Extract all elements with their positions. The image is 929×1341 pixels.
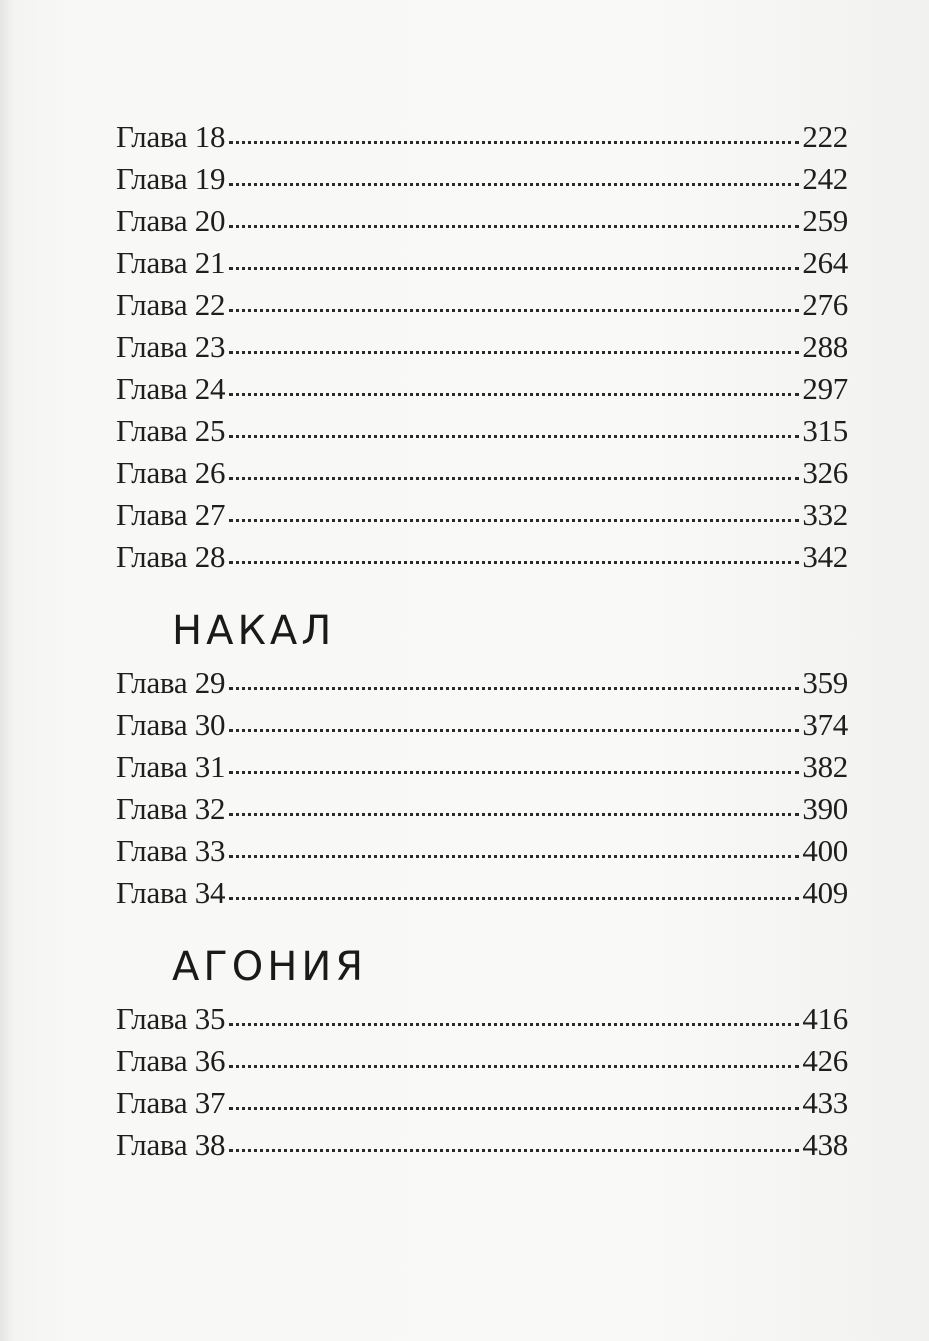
page-number: 326 bbox=[802, 455, 848, 490]
chapter-label: Глава 35 bbox=[116, 1001, 226, 1036]
dot-leader bbox=[229, 771, 799, 774]
page-number: 242 bbox=[802, 161, 848, 196]
chapter-label: Глава 29 bbox=[116, 665, 226, 700]
chapter-label: Глава 34 bbox=[116, 875, 226, 910]
dot-leader bbox=[229, 477, 799, 480]
dot-leader bbox=[229, 1023, 799, 1026]
dot-leader bbox=[229, 897, 799, 900]
toc-entry bbox=[116, 242, 848, 284]
chapter-label: Глава 24 bbox=[116, 371, 226, 406]
chapter-label: Глава 37 bbox=[116, 1085, 226, 1120]
dot-leader bbox=[229, 855, 799, 858]
toc-entry bbox=[116, 1124, 848, 1166]
page-number: 374 bbox=[802, 707, 848, 742]
page-number: 342 bbox=[802, 539, 848, 574]
toc-group bbox=[116, 998, 848, 1166]
toc-entry bbox=[116, 284, 848, 326]
chapter-label: Глава 21 bbox=[116, 245, 226, 280]
dot-leader bbox=[229, 141, 799, 144]
page-number: 433 bbox=[802, 1085, 848, 1120]
chapter-label: Глава 36 bbox=[116, 1043, 226, 1078]
section-heading: НАКАЛ bbox=[172, 608, 336, 654]
toc-entry bbox=[116, 1082, 848, 1124]
page-number: 438 bbox=[802, 1127, 848, 1162]
chapter-label: Глава 18 bbox=[116, 119, 226, 154]
dot-leader bbox=[229, 813, 799, 816]
chapter-label: Глава 22 bbox=[116, 287, 226, 322]
table-of-contents bbox=[116, 116, 848, 1166]
toc-entry bbox=[116, 368, 848, 410]
dot-leader bbox=[229, 1149, 799, 1152]
toc-group bbox=[116, 116, 848, 578]
page-number: 426 bbox=[802, 1043, 848, 1078]
chapter-label: Глава 32 bbox=[116, 791, 226, 826]
page-gutter-shadow bbox=[0, 0, 14, 1341]
chapter-label: Глава 38 bbox=[116, 1127, 226, 1162]
dot-leader bbox=[229, 435, 799, 438]
toc-entry bbox=[116, 746, 848, 788]
toc-entry bbox=[116, 494, 848, 536]
chapter-label: Глава 27 bbox=[116, 497, 226, 532]
dot-leader bbox=[229, 393, 799, 396]
chapter-label: Глава 20 bbox=[116, 203, 226, 238]
chapter-label: Глава 30 bbox=[116, 707, 226, 742]
toc-entry bbox=[116, 116, 848, 158]
dot-leader bbox=[229, 183, 799, 186]
toc-entry bbox=[116, 788, 848, 830]
chapter-label: Глава 33 bbox=[116, 833, 226, 868]
page-number: 288 bbox=[802, 329, 848, 364]
page-number: 297 bbox=[802, 371, 848, 406]
page-number: 259 bbox=[802, 203, 848, 238]
page-number: 264 bbox=[802, 245, 848, 280]
page-number: 359 bbox=[802, 665, 848, 700]
dot-leader bbox=[229, 1107, 799, 1110]
page-number: 400 bbox=[802, 833, 848, 868]
page-number: 276 bbox=[802, 287, 848, 322]
dot-leader bbox=[229, 351, 799, 354]
toc-group bbox=[116, 662, 848, 914]
toc-entry bbox=[116, 872, 848, 914]
dot-leader bbox=[229, 519, 799, 522]
chapter-label: Глава 19 bbox=[116, 161, 226, 196]
dot-leader bbox=[229, 729, 799, 732]
toc-entry bbox=[116, 410, 848, 452]
toc-entry bbox=[116, 326, 848, 368]
toc-entry bbox=[116, 704, 848, 746]
toc-entry bbox=[116, 158, 848, 200]
page-number: 222 bbox=[802, 119, 848, 154]
toc-entry bbox=[116, 452, 848, 494]
chapter-label: Глава 25 bbox=[116, 413, 226, 448]
toc-entry bbox=[116, 830, 848, 872]
dot-leader bbox=[229, 267, 799, 270]
page-number: 332 bbox=[802, 497, 848, 532]
dot-leader bbox=[229, 687, 799, 690]
dot-leader bbox=[229, 561, 799, 564]
toc-entry bbox=[116, 998, 848, 1040]
chapter-label: Глава 31 bbox=[116, 749, 226, 784]
chapter-label: Глава 23 bbox=[116, 329, 226, 364]
page-number: 382 bbox=[802, 749, 848, 784]
page-number: 416 bbox=[802, 1001, 848, 1036]
page-number: 390 bbox=[802, 791, 848, 826]
toc-entry bbox=[116, 662, 848, 704]
dot-leader bbox=[229, 309, 799, 312]
chapter-label: Глава 26 bbox=[116, 455, 226, 490]
section-heading: АГОНИЯ bbox=[172, 944, 368, 990]
chapter-label: Глава 28 bbox=[116, 539, 226, 574]
toc-entry bbox=[116, 1040, 848, 1082]
toc-entry bbox=[116, 200, 848, 242]
page-number: 409 bbox=[802, 875, 848, 910]
toc-entry bbox=[116, 536, 848, 578]
dot-leader bbox=[229, 225, 799, 228]
page-number: 315 bbox=[802, 413, 848, 448]
dot-leader bbox=[229, 1065, 799, 1068]
